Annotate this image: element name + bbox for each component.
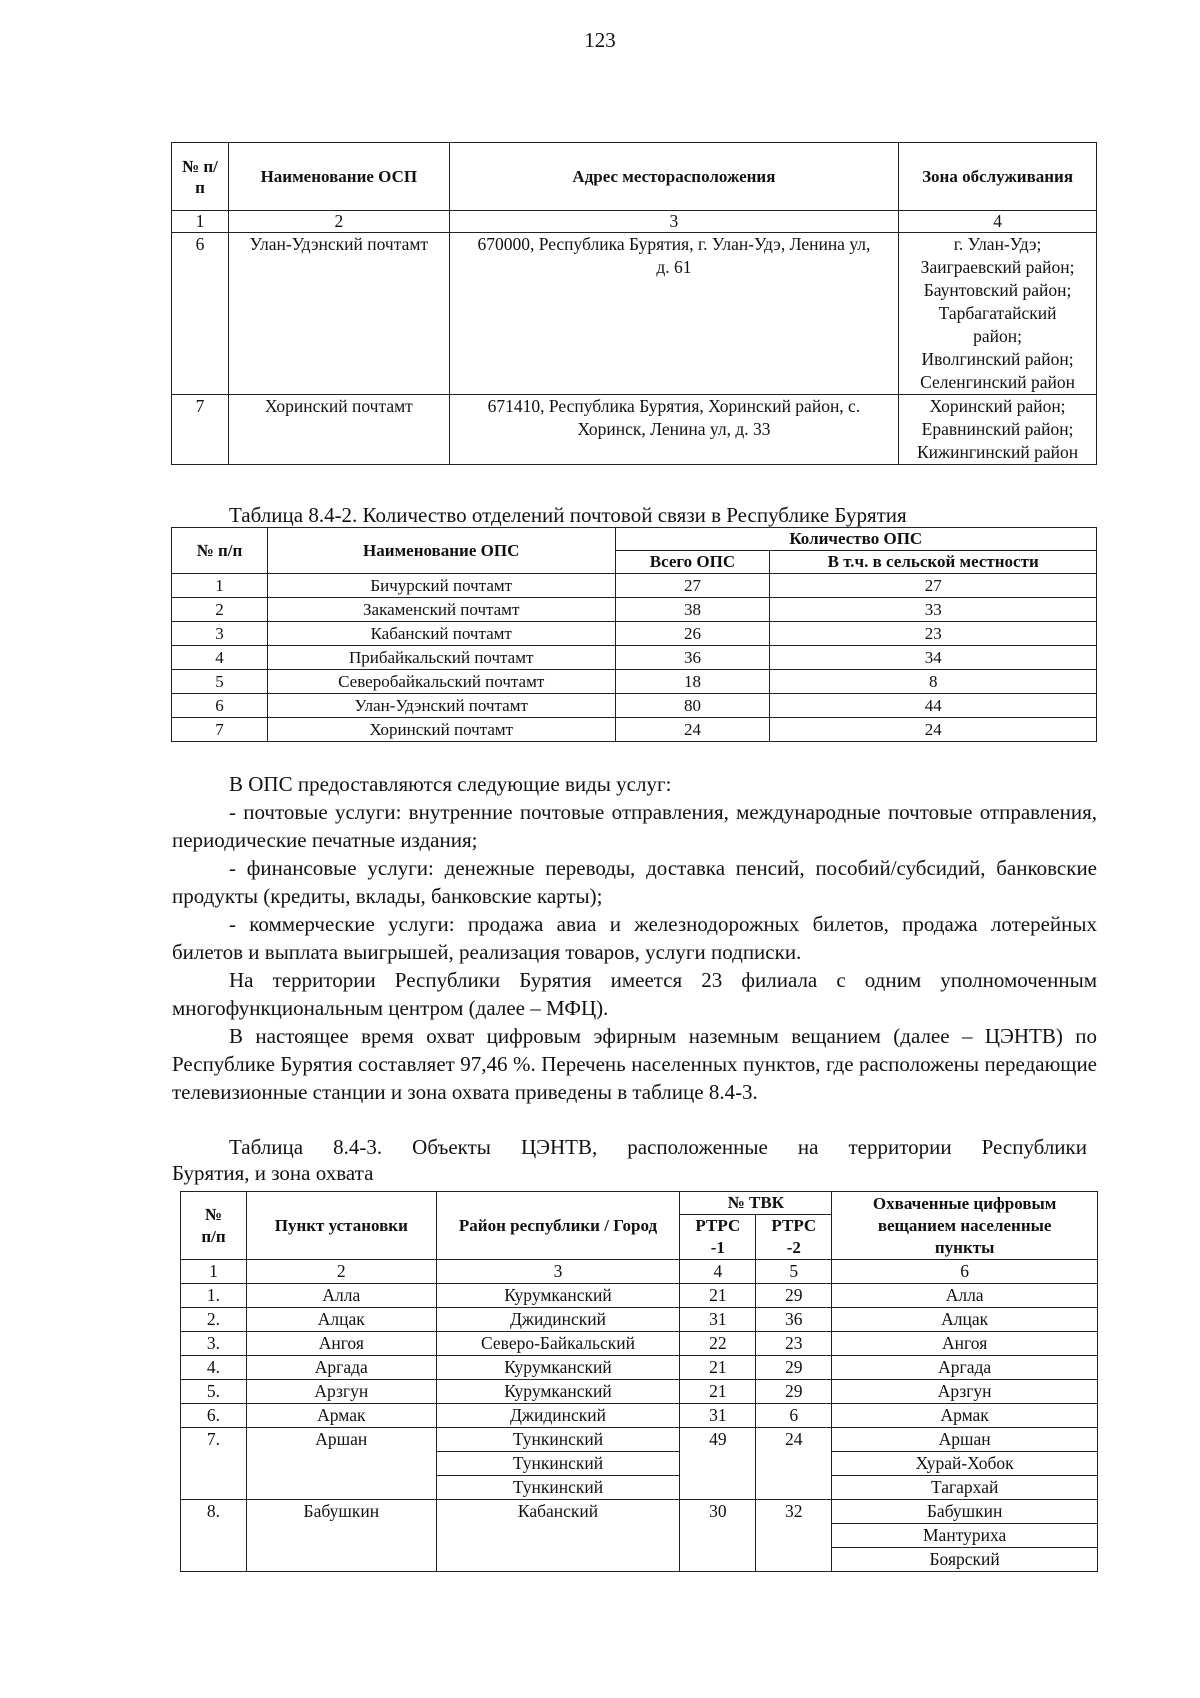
table-row: 7. Аршан Тункинский 49 24 Аршан [181, 1428, 1098, 1452]
table-row: Тункинский Тагархай [181, 1476, 1098, 1500]
paragraph: В настоящее время охват цифровым эфирным наземным вещанием (далее – ЦЭНТВ) по Республике Бурятия составляет 97,46 %. Перечень населенных пунктов, где расположены передающие телевизионные станции и зона охвата приведены в таблице 8.4-3. [172, 1024, 1097, 1104]
page-number: 123 [584, 28, 616, 52]
header-num: № п/п [172, 528, 268, 574]
service-zone: г. Улан-Удэ; Заиграевский район; Баунтовский район; Тарбагатайский район; Иволгинский район; Селенгинский район [899, 233, 1097, 395]
table2-caption: Таблица 8.4-2. Количество отделений почтовой связи в Республике Бурятия [229, 503, 907, 527]
osp-name: Улан-Удэнский почтамт [228, 233, 449, 395]
table-row: 4 Прибайкальский почтамт 36 34 [172, 646, 1097, 670]
table-row: 7 Хоринский почтамт 24 24 [172, 718, 1097, 742]
header-num: № п/п [181, 1192, 247, 1260]
table-row: Боярский [181, 1548, 1098, 1572]
osp-name: Хоринский почтамт [228, 395, 449, 465]
table-row: 5. Арзгун Курумканский 21 29 Арзгун [181, 1380, 1098, 1404]
paragraph: - финансовые услуги: денежные переводы, доставка пенсий, пособий/субсидий, банковские продукты (кредиты, вклады, банковские карты); [172, 856, 1097, 908]
header-coverage: Охваченные цифровым вещанием населенные пункты [832, 1192, 1098, 1260]
table-row: Тункинский Хурай-Хобок [181, 1452, 1098, 1476]
row-num: 6 [172, 233, 229, 395]
osp-address: 671410, Республика Бурятия, Хоринский район, с. Хоринск, Ленина ул, д. 33 [449, 395, 898, 465]
paragraph: В ОПС предоставляются следующие виды услуг: [229, 772, 672, 796]
table-row: Мантуриха [181, 1524, 1098, 1548]
header-zone: Зона обслуживания [899, 143, 1097, 211]
body-text [172, 770, 1097, 1106]
header-ops-count: Количество ОПС [615, 528, 1096, 551]
table-row: 5 Северобайкальский почтамт 18 8 [172, 670, 1097, 694]
service-zone: Хоринский район; Еравнинский район; Кижингинский район [899, 395, 1097, 465]
header-district: Район республики / Город [436, 1192, 680, 1260]
col-number: 4 [899, 211, 1097, 233]
col-number: 1 [172, 211, 229, 233]
tv-stations-table: № п/п Пункт установки Район республики / Город № ТВК Охваченные цифровым вещанием населенные пункты РТРС -1 РТРС -2 1 2 3 4 5 6 1. Алла Курумканский 21 29 Алла 2. Алцак Джидинский 31 36 Алцак 3. Ангоя Северо-Байкальский 22 23 Ангоя 4. Аргада Курумканский 21 29 Аргада 5. Арзгун Курумканский 21 29 Арзгун 6. Армак Джидинский 31 6 Армак 7. Аршан Тункинский 49 24 Аршан Тункинский Хурай-Хобок Тункинский Тагархай 8. Бабушкин Кабанский 30 32 Бабушкин Мантуриха Боярский [180, 1191, 1098, 1572]
table-row: 2. Алцак Джидинский 31 36 Алцак [181, 1308, 1098, 1332]
paragraph: На территории Республики Бурятия имеется 23 филиала с одним уполномоченным многофункциональным центром (далее – МФЦ). [172, 968, 1097, 1020]
header-point: Пункт установки [246, 1192, 436, 1260]
col-number: 3 [449, 211, 898, 233]
table-row: 1. Алла Курумканский 21 29 Алла [181, 1284, 1098, 1308]
table-row: 2 Закаменский почтамт 38 33 [172, 598, 1097, 622]
table-row: 6 Улан-Удэнский почтамт 80 44 [172, 694, 1097, 718]
row-num: 7 [172, 395, 229, 465]
table3-caption: Таблица 8.4-3. Объекты ЦЭНТВ, расположенные на территории Республики Бурятия, и зона охвата [172, 1135, 1087, 1185]
table-row: 3. Ангоя Северо-Байкальский 22 23 Ангоя [181, 1332, 1098, 1356]
col-number: 2 [228, 211, 449, 233]
table-row: 6. Армак Джидинский 31 6 Армак [181, 1404, 1098, 1428]
header-rtrs2: РТРС -2 [756, 1215, 832, 1260]
header-rtrs1: РТРС -1 [680, 1215, 756, 1260]
paragraph: - коммерческие услуги: продажа авиа и железнодорожных билетов, продажа лотерейных билетов и выплата выигрышей, реализация товаров, услуги подписки. [172, 912, 1097, 964]
table-row: 4. Аргада Курумканский 21 29 Аргада [181, 1356, 1098, 1380]
table-row: 3 Кабанский почтамт 26 23 [172, 622, 1097, 646]
header-osp-name: Наименование ОСП [228, 143, 449, 211]
table-row: 8. Бабушкин Кабанский 30 32 Бабушкин [181, 1500, 1098, 1524]
osp-address: 670000, Республика Бурятия, г. Улан-Удэ, Ленина ул, д. 61 [449, 233, 898, 395]
table-row [172, 233, 1097, 395]
header-total: Всего ОПС [615, 551, 770, 574]
paragraph: - почтовые услуги: внутренние почтовые отправления, международные почтовые отправления, периодические печатные издания; [172, 800, 1097, 852]
header-address: Адрес месторасположения [449, 143, 898, 211]
table-row [172, 395, 1097, 465]
header-num: № п/п [172, 143, 229, 211]
header-ops-name: Наименование ОПС [267, 528, 615, 574]
ops-count-table [171, 527, 1097, 742]
osp-table [171, 142, 1097, 465]
table-row: 1 Бичурский почтамт 27 27 [172, 574, 1097, 598]
header-rural: В т.ч. в сельской местности [770, 551, 1097, 574]
header-tvk: № ТВК [680, 1192, 832, 1215]
